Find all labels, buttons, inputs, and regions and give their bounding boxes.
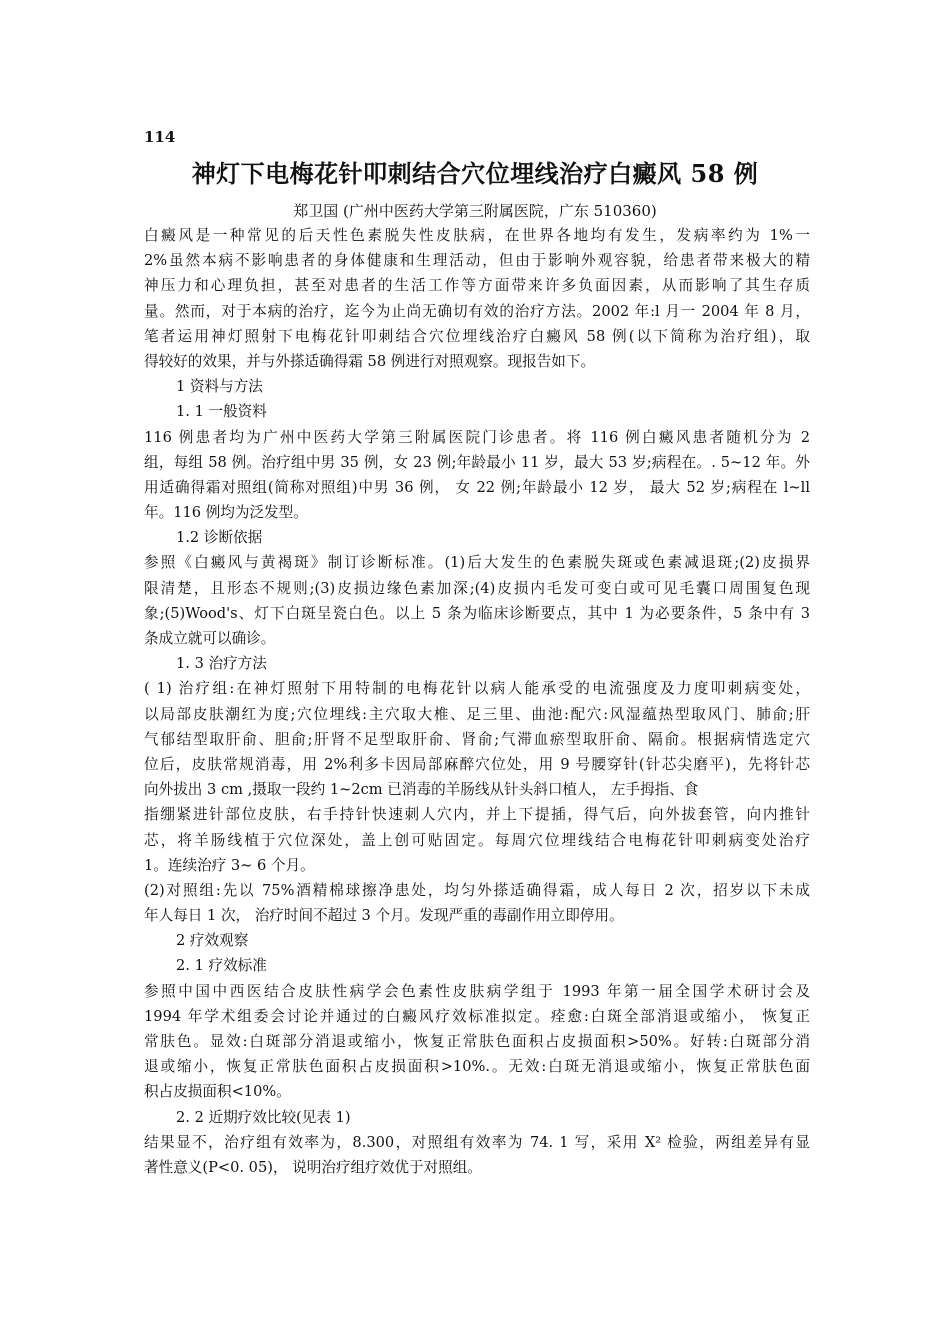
paragraph-line: 象;(5)Wood's、灯下白斑呈瓷白色。以上 5 条为临床诊断要点，其中 1 为必要条件，5 条中有 3 (144, 604, 810, 622)
paragraph-line: 指绷紧进针部位皮肤，右手持针快速刺人穴内，并上下提插，得气后，向外拔套管，向内推针 (144, 806, 810, 824)
paragraph-line: 条成立就可以确诊。 (144, 630, 276, 647)
paragraph-line: 位后，皮肤常规消毒，用 2%利多卡因局部麻醉穴位处，用 9 号腰穿针(针芯尖磨平)，先将针芯 (144, 755, 810, 773)
paragraph-line: 参照《白癜风与黄褐斑》制订诊断标准。(1)后大发生的色素脱失斑或色素减退斑;(2)皮损界 (144, 554, 810, 572)
paragraph-line: 组，每组 58 例。治疗组中男 35 例，女 23 例;年龄最小 11 岁，最大 53 岁;病程在。. 5~12 年。外 (144, 453, 810, 471)
section-heading: 2 疗效观察 (176, 932, 249, 950)
paragraph-line: 结果显不，治疗组有效率为，8.300，对照组有效率为 74. 1 写，采用 X² 检验，两组差异有显 (144, 1133, 810, 1151)
paragraph-line: 用适确得霜对照组(简称对照组)中男 36 例， 女 22 例;年龄最小 12 岁， 最大 52 岁;病程在 l~ll (144, 478, 810, 496)
paragraph-line: 1。连续治疗 3~ 6 个月。 (144, 856, 315, 874)
paragraph-line: 向外拔出 3 cm ,摄取一段约 1~2cm 已消毒的羊肠线从针头斜口植人， 左手拇指、食 (144, 781, 699, 799)
paragraph-line: 笔者运用神灯照射下电梅花针叩刺结合穴位埋线治疗白癜风 58 例(以下简称为治疗组)，取 (144, 327, 810, 345)
paragraph-line: (2)对照组:先以 75%酒精棉球擦净患处，均匀外搽适确得霜，成人每日 2 次，招岁以下未成 (144, 881, 810, 899)
paragraph-line: 芯，将羊肠线植于穴位深处，盖上创可贴固定。每周穴位埋线结合电梅花针叩刺病变处治疗 (144, 831, 810, 849)
paragraph-line: 得较好的效果，并与外搽适确得霜 58 例进行对照观察。现报告如下。 (144, 352, 596, 370)
section-heading: 2. 1 疗效标准 (176, 957, 267, 975)
section-heading: 2. 2 近期疗效比较(见表 1) (176, 1108, 351, 1126)
paragraph-line: 1994 年学术组委会讨论并通过的白癜风疗效标准拟定。痊愈:白斑全部消退或缩小， 恢复正 (144, 1007, 810, 1025)
paragraph-line: 常肤色。显效:白斑部分消退或缩小，恢复正常肤色面积占皮损面积>50%。好转:白斑部分消 (144, 1033, 810, 1050)
paragraph-line: 年人每日 1 次， 治疗时间不超过 3 个月。发现严重的毒副作用立即停用。 (144, 907, 624, 925)
section-heading: 1. 3 治疗方法 (176, 655, 267, 673)
paragraph-line: 参照中国中西医结合皮肤性病学会色素性皮肤病学组于 1993 年第一届全国学术研讨会及 (144, 982, 810, 1000)
paragraph-line: 量。然而，对于本病的治疗，迄今为止尚无确切有效的治疗方法。2002 年:l 月一 2004 年 8 月， (144, 302, 810, 320)
page-number: 114 (144, 128, 176, 146)
article-body (144, 223, 810, 1180)
paragraph-line: ( 1) 治疗组:在神灯照射下用特制的电梅花针以病人能承受的电流强度及力度叩刺病变处， (144, 680, 810, 698)
paragraph-line: 积占皮损面积<10%。 (144, 1083, 291, 1101)
section-heading: 1 资料与方法 (176, 378, 263, 396)
paragraph-line: 气郁结型取肝俞、胆俞;肝肾不足型取肝俞、肾俞;气滞血瘀型取肝俞、隔俞。根据病情选定穴 (144, 730, 810, 748)
paragraph-line: 白癜风是一种常见的后天性色素脱失性皮肤病，在世界各地均有发生，发病率约为 1%一 (144, 227, 810, 244)
section-heading: 1. 1 一般资料 (176, 403, 267, 421)
paragraph-line: 116 例患者均为广州中医药大学第三附属医院门诊患者。将 116 例白癜风患者随机分为 2 (144, 428, 810, 446)
paragraph-line: 年。116 例均为泛发型。 (144, 504, 308, 522)
article-title: 神灯下电梅花针叩刺结合穴位埋线治疗白癜风 58 例 (191, 159, 759, 188)
paragraph-line: 著性意义(P<0. 05)， 说明治疗组疗效优于对照组。 (144, 1158, 482, 1176)
paragraph-line: 退或缩小，恢复正常肤色面积占皮损面积>10%.。无效:白斑无消退或缩小，恢复正常肤色面 (144, 1058, 810, 1076)
paragraph-line: 2%虽然本病不影响患者的身体健康和生理活动，但由于影响外观容貌，给患者带来极大的精 (144, 252, 810, 270)
paragraph-line: 以局部皮肤潮红为度;穴位埋线:主穴取大椎、足三里、曲池:配穴:风湿蕴热型取风门、肺俞;肝 (144, 705, 810, 723)
section-heading: 1.2 诊断依据 (176, 529, 263, 547)
paragraph-line: 神压力和心理负担，甚至对患者的生活工作等方面带来许多负面因素，从而影响了其生存质 (144, 277, 810, 295)
paragraph-line: 限清楚，且形态不规则;(3)皮损边缘色素加深;(4)皮损内毛发可变白或可见毛囊口周围复色现 (144, 579, 810, 597)
author-affiliation: 郑卫国 (广州中医药大学第三附属医院，广东 510360) (293, 202, 657, 220)
